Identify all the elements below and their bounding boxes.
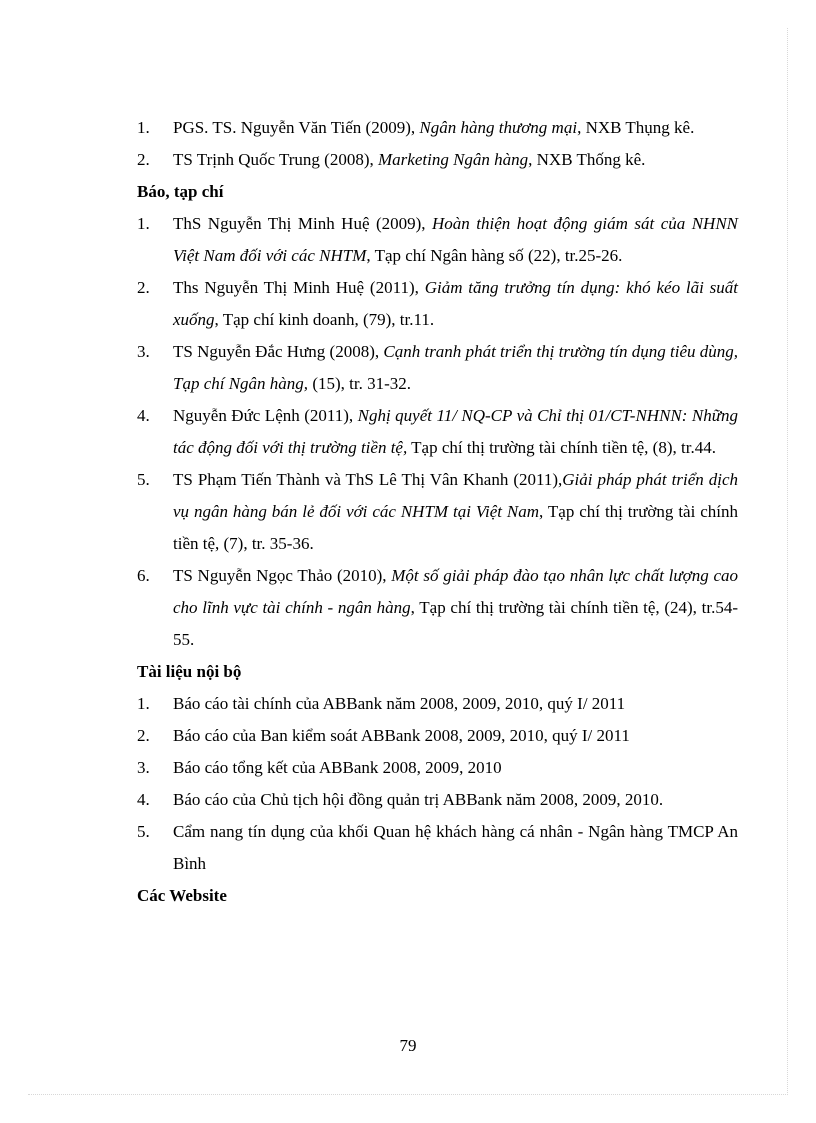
reference-entry (137, 752, 738, 784)
entry-text: TS Nguyễn Ngọc Thảo (2010), Một số giải pháp đào tạo nhân lực chất lượng cao cho lĩnh vực tài chính - ngân hàng, Tạp chí thị trường tài chính tiền tệ, (24), tr.54-55. (173, 566, 739, 649)
references-content (137, 112, 738, 912)
reference-entry (137, 112, 738, 144)
entry-text: Báo cáo của Ban kiểm soát ABBank 2008, 2009, 2010, quý I/ 2011 (173, 726, 630, 745)
reference-entry (137, 400, 738, 464)
entry-number: 5. (137, 822, 150, 841)
reference-entry (137, 144, 738, 176)
entry-text: Ths Nguyễn Thị Minh Huệ (2011), Giảm tăng trưởng tín dụng: khó kéo lãi suất xuống, Tạp chí kinh doanh, (79), tr.11. (173, 278, 738, 329)
reference-entry (137, 336, 738, 400)
section-heading-internal: Tài liệu nội bộ (137, 662, 242, 681)
reference-entry (137, 816, 738, 880)
entry-text: Cẩm nang tín dụng của khối Quan hệ khách hàng cá nhân - Ngân hàng TMCP An Bình (173, 822, 738, 873)
reference-entry (137, 720, 738, 752)
entry-text: PGS. TS. Nguyễn Văn Tiến (2009), Ngân hàng thương mại, NXB Thụng kê. (173, 118, 695, 137)
section-heading-websites: Các Website (137, 886, 227, 905)
entry-text: TS Nguyễn Đắc Hưng (2008), Cạnh tranh phát triển thị trường tín dụng tiêu dùng, Tạp chí Ngân hàng, (15), tr. 31-32. (173, 342, 739, 393)
entry-number: 1. (137, 118, 150, 137)
page-number: 79 (399, 1036, 417, 1055)
entry-number: 3. (137, 758, 150, 777)
reference-entry (137, 208, 738, 272)
entry-text: Báo cáo tổng kết của ABBank 2008, 2009, 2010 (173, 758, 502, 777)
reference-entry (137, 688, 738, 720)
entry-number: 6. (137, 566, 150, 585)
entry-number: 1. (137, 214, 150, 233)
entry-number: 2. (137, 278, 150, 297)
entry-number: 5. (137, 470, 150, 489)
entry-text: TS Trịnh Quốc Trung (2008), Marketing Ngân hàng, NXB Thống kê. (173, 150, 646, 169)
reference-entry (137, 784, 738, 816)
entry-number: 2. (137, 150, 150, 169)
section-heading-journals: Báo, tạp chí (137, 182, 224, 201)
entry-text: ThS Nguyễn Thị Minh Huệ (2009), Hoàn thiện hoạt động giám sát của NHNN Việt Nam đối với các NHTM, Tạp chí Ngân hàng số (22), tr.25-26. (173, 214, 738, 265)
entry-text: TS Phạm Tiến Thành và ThS Lê Thị Vân Khanh (2011),Giải pháp phát triển dịch vụ ngân hàng bán lẻ đối với các NHTM tại Việt Nam, Tạp chí thị trường tài chính tiền tệ, (7), tr. 35-36. (173, 470, 738, 553)
entry-number: 1. (137, 694, 150, 713)
entry-text: Báo cáo tài chính của ABBank năm 2008, 2009, 2010, quý I/ 2011 (173, 694, 626, 713)
entry-text: Báo cáo của Chủ tịch hội đồng quản trị ABBank năm 2008, 2009, 2010. (173, 790, 664, 809)
reference-entry (137, 272, 738, 336)
reference-entry (137, 464, 738, 560)
entry-text: Nguyễn Đức Lệnh (2011), Nghị quyết 11/ NQ-CP và Chỉ thị 01/CT-NHNN: Những tác động đối với thị trường tiền tệ, Tạp chí thị trường tài chính tiền tệ, (8), tr.44. (173, 406, 738, 457)
entry-number: 4. (137, 790, 150, 809)
reference-entry (137, 560, 738, 656)
entry-number: 3. (137, 342, 150, 361)
entry-number: 4. (137, 406, 150, 425)
entry-number: 2. (137, 726, 150, 745)
